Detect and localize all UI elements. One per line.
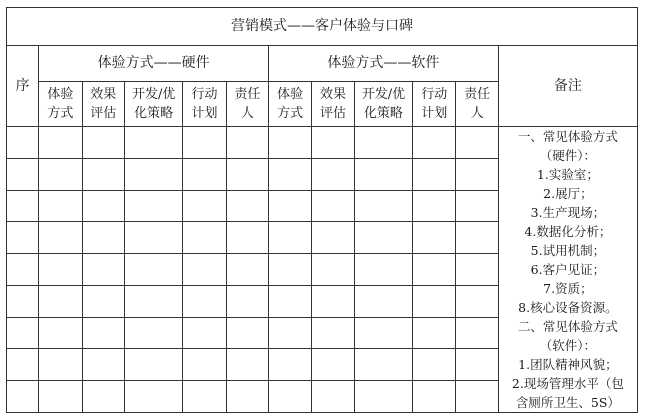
- table-cell[interactable]: [82, 254, 124, 286]
- software-col-evaluation: 效果 评估: [312, 82, 354, 127]
- remarks-line: 6.客户见证；: [530, 262, 606, 277]
- table-cell[interactable]: [226, 381, 268, 413]
- table-cell[interactable]: [226, 254, 268, 286]
- table-cell[interactable]: [354, 381, 412, 413]
- remarks-line: 8.核心设备资源。: [518, 300, 618, 315]
- table-cell[interactable]: [269, 254, 312, 286]
- remarks-line: 1.团队精神风貌；: [518, 357, 618, 372]
- table-cell[interactable]: [456, 127, 498, 159]
- table-cell[interactable]: [124, 222, 182, 254]
- table-cell[interactable]: [456, 285, 498, 317]
- table-cell[interactable]: [354, 349, 412, 381]
- table-cell[interactable]: [312, 254, 354, 286]
- hardware-col-owner: 责任 人: [226, 82, 268, 127]
- software-col-method: 体验 方式: [269, 82, 312, 127]
- table-cell[interactable]: [312, 127, 354, 159]
- remarks-line: 3.生产现场；: [530, 205, 606, 220]
- hardware-col-method: 体验 方式: [39, 82, 82, 127]
- table-cell[interactable]: [39, 222, 82, 254]
- table-cell[interactable]: [226, 158, 268, 190]
- table-cell[interactable]: [413, 317, 456, 349]
- table-cell[interactable]: [269, 127, 312, 159]
- table-cell[interactable]: [456, 317, 498, 349]
- table-cell[interactable]: [183, 127, 226, 159]
- table-cell[interactable]: [7, 285, 39, 317]
- table-cell[interactable]: [226, 317, 268, 349]
- table-cell[interactable]: [39, 127, 82, 159]
- table-cell[interactable]: [269, 381, 312, 413]
- table-cell[interactable]: [82, 349, 124, 381]
- remarks-header: 备注: [498, 46, 637, 127]
- table-cell[interactable]: [354, 317, 412, 349]
- table-cell[interactable]: [413, 190, 456, 222]
- customer-experience-table: [6, 7, 638, 413]
- table-cell[interactable]: [124, 381, 182, 413]
- table-cell[interactable]: [269, 285, 312, 317]
- table-cell[interactable]: [269, 158, 312, 190]
- software-group-header: 体验方式——软件: [269, 46, 499, 82]
- table-cell[interactable]: [456, 349, 498, 381]
- hardware-col-evaluation: 效果 评估: [82, 82, 124, 127]
- table-cell[interactable]: [124, 285, 182, 317]
- table-cell[interactable]: [183, 349, 226, 381]
- table-cell[interactable]: [312, 317, 354, 349]
- table-cell[interactable]: [312, 222, 354, 254]
- software-col-owner: 责任 人: [456, 82, 498, 127]
- table-cell[interactable]: [7, 222, 39, 254]
- table-cell[interactable]: [269, 349, 312, 381]
- table-cell[interactable]: [354, 190, 412, 222]
- software-col-strategy: 开发/优 化策略: [354, 82, 412, 127]
- table-cell[interactable]: [39, 381, 82, 413]
- table-cell[interactable]: [226, 285, 268, 317]
- table-cell[interactable]: [354, 158, 412, 190]
- remarks-line: 5.试用机制；: [530, 243, 606, 258]
- table-cell[interactable]: [354, 285, 412, 317]
- table-cell[interactable]: [183, 381, 226, 413]
- table-cell[interactable]: [124, 190, 182, 222]
- table-cell[interactable]: [354, 254, 412, 286]
- table-cell[interactable]: [413, 158, 456, 190]
- table-cell[interactable]: [39, 190, 82, 222]
- table-cell[interactable]: [183, 254, 226, 286]
- table-cell[interactable]: [456, 254, 498, 286]
- remarks-line: 4.数据化分析；: [524, 224, 612, 239]
- table-cell[interactable]: [82, 285, 124, 317]
- table-cell[interactable]: [39, 285, 82, 317]
- table-cell[interactable]: [312, 349, 354, 381]
- table-cell[interactable]: [413, 285, 456, 317]
- table-cell[interactable]: [269, 317, 312, 349]
- table-cell[interactable]: [413, 127, 456, 159]
- table-cell[interactable]: [82, 317, 124, 349]
- table-cell[interactable]: [226, 349, 268, 381]
- remarks-line: 1.实验室；: [536, 167, 599, 182]
- table-cell[interactable]: [269, 222, 312, 254]
- table-cell[interactable]: [183, 317, 226, 349]
- hardware-col-plan: 行动 计划: [183, 82, 226, 127]
- remarks-line: 2.展厅；: [543, 186, 593, 201]
- table-cell[interactable]: [7, 254, 39, 286]
- table-cell[interactable]: [82, 381, 124, 413]
- table-cell[interactable]: [183, 222, 226, 254]
- table-cell[interactable]: [456, 381, 498, 413]
- table-cell[interactable]: [39, 254, 82, 286]
- table-cell[interactable]: [413, 254, 456, 286]
- remarks-line: 2.现场管理水平（包: [511, 376, 624, 391]
- remarks-line: 7.资质；: [543, 281, 593, 296]
- table-cell[interactable]: [7, 158, 39, 190]
- table-cell[interactable]: [413, 381, 456, 413]
- remarks-cell: [498, 127, 637, 413]
- table-cell[interactable]: [413, 349, 456, 381]
- remarks-line: 含厕所卫生、5S）: [515, 395, 620, 410]
- table-cell[interactable]: [456, 190, 498, 222]
- table-cell[interactable]: [456, 158, 498, 190]
- table-cell[interactable]: [82, 222, 124, 254]
- table-cell[interactable]: [39, 317, 82, 349]
- table-cell[interactable]: [312, 285, 354, 317]
- table-title: 营销模式——客户体验与口碑: [7, 8, 638, 46]
- table-cell[interactable]: [413, 222, 456, 254]
- table-cell[interactable]: [354, 222, 412, 254]
- table-cell[interactable]: [82, 158, 124, 190]
- remarks-line: （软件）：: [539, 338, 597, 353]
- seq-header: 序: [7, 46, 39, 127]
- table-cell[interactable]: [312, 381, 354, 413]
- table-cell[interactable]: [7, 127, 39, 159]
- table-cell[interactable]: [7, 381, 39, 413]
- table-cell[interactable]: [82, 190, 124, 222]
- table-cell[interactable]: [124, 158, 182, 190]
- remarks-line: 二、常见体验方式: [517, 319, 618, 334]
- table-cell[interactable]: [312, 190, 354, 222]
- table-cell[interactable]: [124, 317, 182, 349]
- remarks-line: 一、常见体验方式: [517, 129, 618, 144]
- table-cell[interactable]: [124, 349, 182, 381]
- table-cell[interactable]: [183, 190, 226, 222]
- table-cell[interactable]: [269, 190, 312, 222]
- table-cell[interactable]: [354, 127, 412, 159]
- table-cell[interactable]: [226, 190, 268, 222]
- software-col-plan: 行动 计划: [413, 82, 456, 127]
- hardware-group-header: 体验方式——硬件: [39, 46, 269, 82]
- table-cell[interactable]: [226, 222, 268, 254]
- table-cell[interactable]: [124, 127, 182, 159]
- table-cell[interactable]: [183, 158, 226, 190]
- table-cell[interactable]: [456, 222, 498, 254]
- table-cell[interactable]: [312, 158, 354, 190]
- table-cell[interactable]: [7, 349, 39, 381]
- hardware-col-strategy: 开发/优 化策略: [124, 82, 182, 127]
- table-cell[interactable]: [39, 158, 82, 190]
- table-cell[interactable]: [226, 127, 268, 159]
- table-cell[interactable]: [124, 254, 182, 286]
- table-cell[interactable]: [82, 127, 124, 159]
- table-cell[interactable]: [183, 285, 226, 317]
- table-cell[interactable]: [7, 190, 39, 222]
- remarks-line: （硬件）：: [539, 148, 597, 163]
- table-cell[interactable]: [39, 349, 82, 381]
- table-cell[interactable]: [7, 317, 39, 349]
